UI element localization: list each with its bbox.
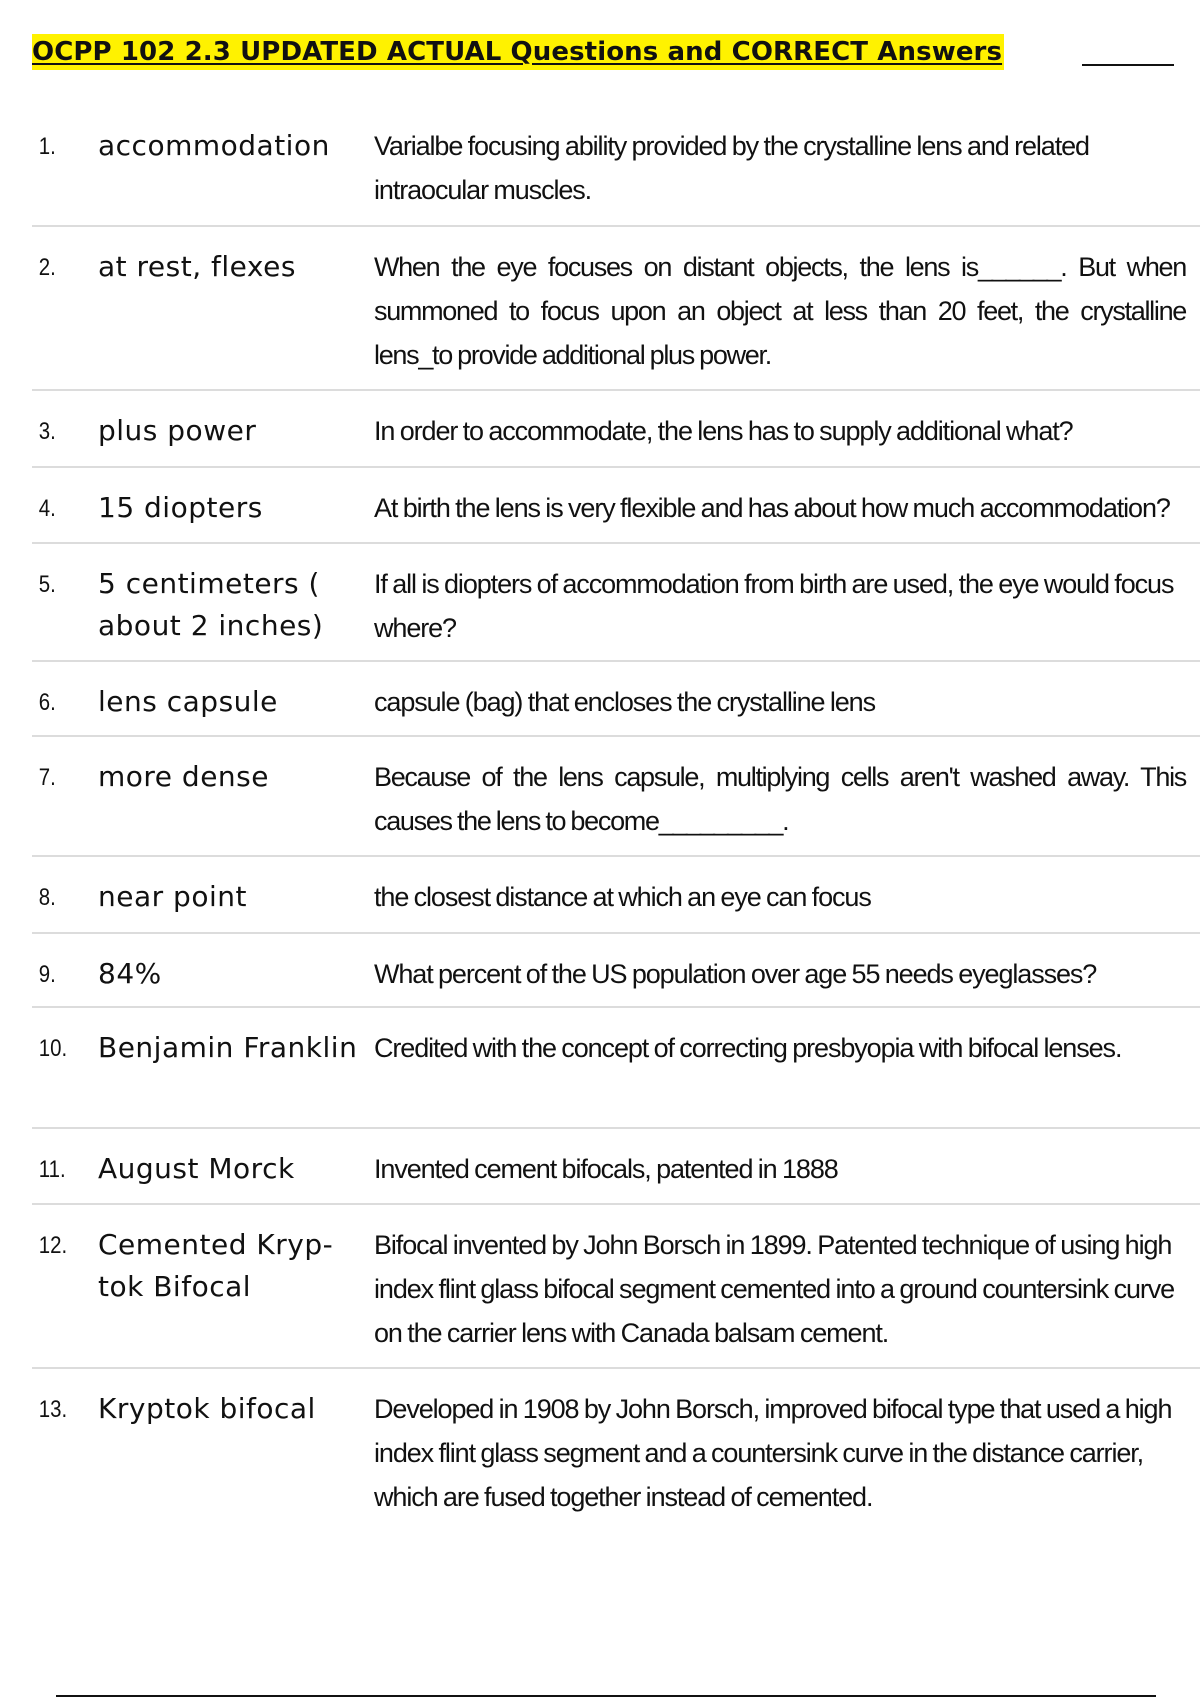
- list-item: [32, 737, 1200, 857]
- item-definition: Developed in 1908 by John Borsch, improved bifocal type that used a high index flint glass segment and a countersink curve in the distance carrier, which are fused together instead of cemented.: [374, 1394, 1172, 1512]
- item-number: 3.: [38, 418, 56, 445]
- item-term: lens capsule: [98, 685, 278, 718]
- item-definition: In order to accommodate, the lens has to supply additional what?: [374, 416, 1073, 446]
- list-item: [32, 1129, 1200, 1205]
- item-number: 4.: [38, 495, 56, 522]
- footer-rule: [56, 1695, 1156, 1697]
- list-item: [32, 544, 1200, 662]
- item-definition: If all is diopters of accommodation from birth are used, the eye would focus where?: [374, 569, 1174, 643]
- list-item: [32, 857, 1200, 934]
- qa-list: [32, 106, 1200, 1529]
- item-term: Kryptok bifocal: [98, 1392, 316, 1425]
- item-number: 1.: [38, 133, 56, 160]
- title-trailing-rule: [1082, 64, 1174, 66]
- item-term: Cemented Kryp- tok Bifocal: [98, 1228, 334, 1303]
- item-number: 11.: [38, 1156, 66, 1183]
- item-term: Benjamin Franklin: [98, 1031, 358, 1064]
- item-number: 7.: [38, 764, 56, 791]
- item-term: 84%: [98, 957, 162, 990]
- item-definition: Credited with the concept of correcting presbyopia with bifocal lenses.: [374, 1033, 1122, 1063]
- item-definition: What percent of the US population over age 55 needs eyeglasses?: [374, 959, 1097, 989]
- item-number: 10.: [38, 1035, 68, 1062]
- item-term: more dense: [98, 760, 269, 793]
- item-number: 8.: [38, 884, 56, 911]
- list-item: [32, 227, 1200, 391]
- list-item: [32, 934, 1200, 1008]
- list-item: [32, 662, 1200, 737]
- list-item: [32, 468, 1200, 544]
- item-number: 2.: [38, 254, 56, 281]
- item-number: 12.: [38, 1232, 68, 1259]
- item-term: at rest, flexes: [98, 250, 296, 283]
- item-definition: capsule (bag) that encloses the crystalline lens: [374, 687, 876, 717]
- item-number: 13.: [38, 1396, 68, 1423]
- item-term: near point: [98, 880, 247, 913]
- list-item: [32, 106, 1200, 227]
- list-item: [32, 1205, 1200, 1369]
- item-number: 5.: [38, 571, 56, 598]
- item-definition: Invented cement bifocals, patented in 1888: [374, 1154, 838, 1184]
- item-number: 9.: [38, 961, 56, 988]
- item-definition: At birth the lens is very flexible and has about how much accommodation?: [374, 493, 1170, 523]
- item-term: plus power: [98, 414, 257, 447]
- item-number: 6.: [38, 689, 56, 716]
- item-definition: Because of the lens capsule, multiplying cells aren't washed away. This causes the lens to become_________.: [374, 762, 1186, 836]
- page-title: OCPP 102 2.3 UPDATED ACTUAL Questions and CORRECT Answers: [32, 34, 1004, 70]
- item-term: 15 diopters: [98, 491, 263, 524]
- list-item: [32, 1369, 1200, 1529]
- item-definition: Varialbe focusing ability provided by the crystalline lens and related intraocular muscles.: [374, 131, 1089, 205]
- header: [32, 34, 1142, 74]
- item-term: August Morck: [98, 1152, 295, 1185]
- item-definition: When the eye focuses on distant objects, the lens is______. But when summoned to focus upon an object at less than 20 feet, the crystalline lens_to provide additional plus power.: [374, 252, 1186, 370]
- item-definition: the closest distance at which an eye can focus: [374, 882, 871, 912]
- item-term: 5 centimeters ( about 2 inches): [98, 567, 324, 642]
- item-term: accommodation: [98, 129, 330, 162]
- list-item: [32, 391, 1200, 468]
- item-definition: Bifocal invented by John Borsch in 1899. Patented technique of using high index flint glass bifocal segment cemented into a ground countersink curve on the carrier lens with Canada balsam cement.: [374, 1230, 1175, 1348]
- list-item: [32, 1008, 1200, 1129]
